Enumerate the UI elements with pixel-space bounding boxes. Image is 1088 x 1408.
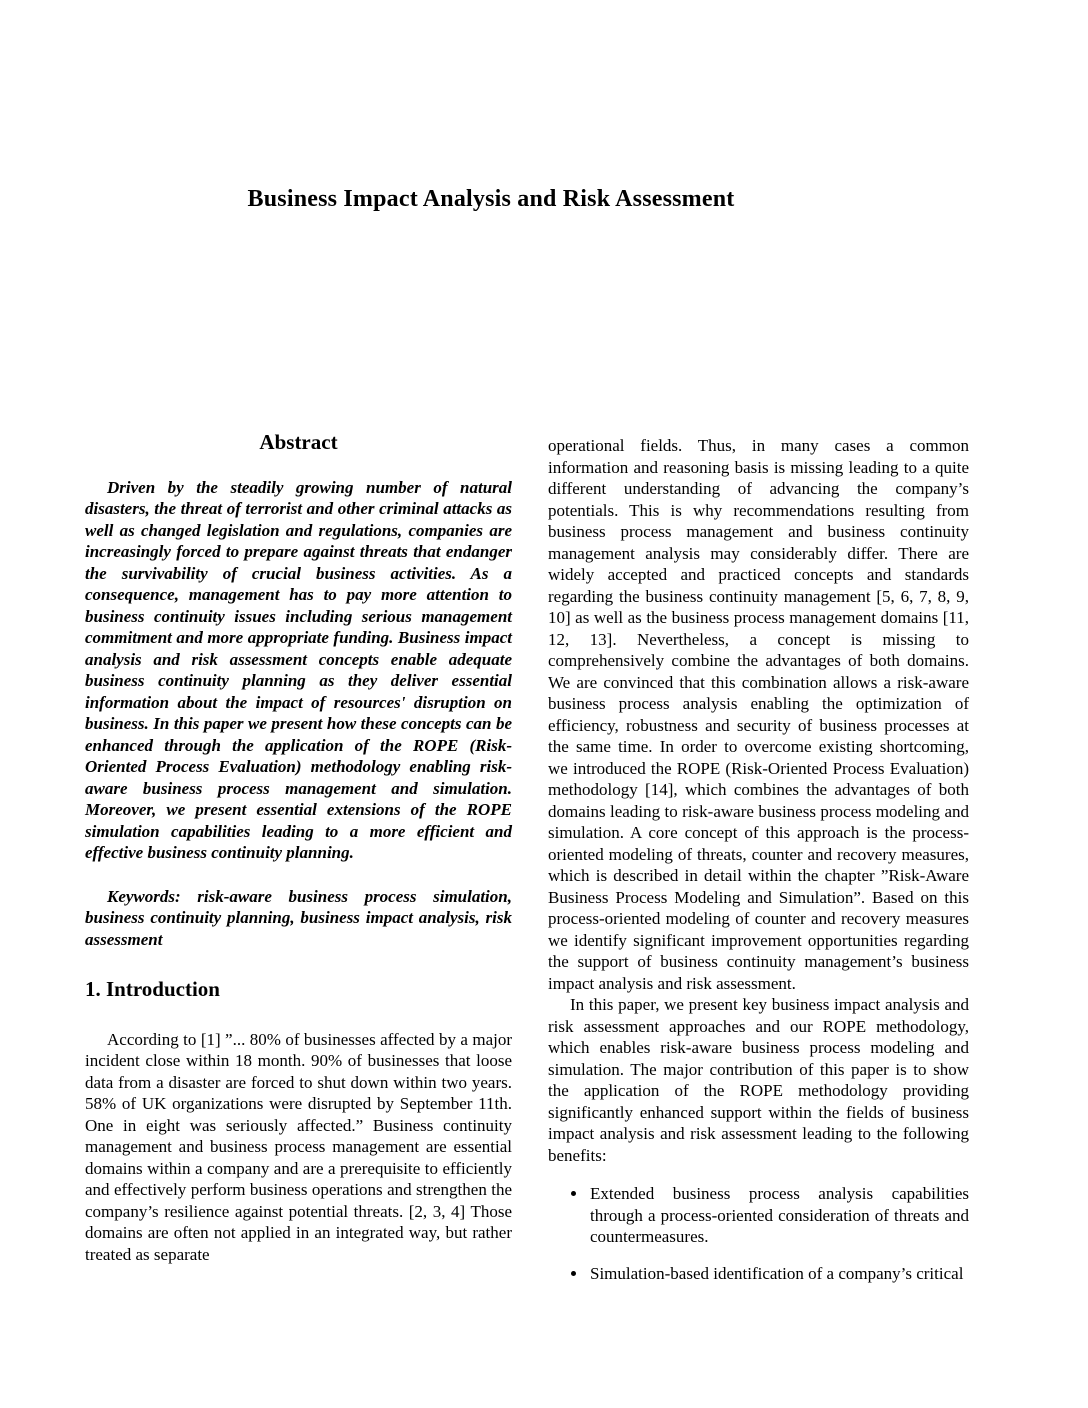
section-heading-introduction: 1. Introduction: [85, 977, 220, 1001]
benefit-item: • Extended business process analysis capabilities through a process-oriented consideration of threats and countermeasures.: [588, 1183, 969, 1248]
benefits-bullet-list: [548, 1183, 969, 1284]
abstract-heading: Abstract: [259, 430, 338, 454]
abstract-paragraph: Driven by the steadily growing number of natural disasters, the threat of terrorist and other criminal attacks as well as changed legislation and regulations, companies are increasingly forced to prepare against threats that endanger the survivability of crucial business activities. As a consequence, management has to pay more attention to business continuity issues including serious management commitment and more appropriate funding. Business impact analysis and risk assessment concepts enable adequate business continuity planning as they deliver essential information about the impact of resources' disruption on business. In this paper we present how these concepts can be enhanced through the application of the ROPE (Risk-Oriented Process Evaluation) methodology enabling risk-aware business process management and simulation. Moreover, we present essential extensions of the ROPE simulation capabilities leading to a more efficient and effective business continuity planning.: [85, 477, 512, 862]
keywords-paragraph: Keywords: risk-aware business process simulation, business continuity planning, business impact analysis, risk assessment: [85, 886, 512, 949]
left-column: [85, 432, 512, 1265]
right-column-paragraph-continuation: operational fields. Thus, in many cases a common information and reasoning basis is missing leading to a quite different understanding of advancing the company’s potentials. This is why recommendations resulting from business process management and business continuity management analysis may considerably differ. There are widely accepted and practiced concepts and standards regarding the business continuity management [5, 6, 7, 8, 9, 10] as well as the business process management domains [11, 12, 13]. Nevertheless, a concept is missing to comprehensively combine the advantages of both domains. We are convinced that this combination allows a risk-aware business process analysis enabling the optimization of efficiency, robustness and security of business processes at the same time. In order to overcome existing shortcoming, we introduced the ROPE (Risk-Oriented Process Evaluation) methodology [14], which combines the advantages of both domains leading to risk-aware business process modeling and simulation. A core concept of this approach is the process-oriented modeling of threats, counter and recovery measures, which is described in detail within the chapter ”Risk-Aware Business Process Modeling and Simulation”. Based on this process-oriented modeling of counter and recovery measures we identify significant improvement opportunities regarding the support of business continuity management’s business impact analysis and risk assessment.: [548, 436, 969, 993]
paper-title: Business Impact Analysis and Risk Assessment: [247, 186, 735, 212]
right-column: [548, 435, 969, 1299]
introduction-paragraph: According to [1] ”... 80% of businesses affected by a major incident close within 18 month. 90% of businesses that loose data from a disaster are forced to shut down within two years. 58% of UK organizations were disrupted by September 11th. One in eight was seriously affected.” Business continuity management and business process management are essential domains within a company and are a prerequisite to efficiently and effectively perform business operations and strengthen the company’s resilience against potential threats. [2, 3, 4] Those domains are often not applied in an integrated way, but rather treated as separate: [85, 1029, 512, 1264]
benefit-item: • Simulation-based identification of a company’s critical: [588, 1263, 969, 1285]
right-column-paragraph-contribution: In this paper, we present key business impact analysis and risk assessment approaches and our ROPE methodology, which enables risk-aware business process modeling and simulation. The major contribution of this paper is to show the application of the ROPE methodology providing significantly enhanced support within the fields of business impact analysis and risk assessment leading to the following benefits:: [548, 995, 969, 1165]
